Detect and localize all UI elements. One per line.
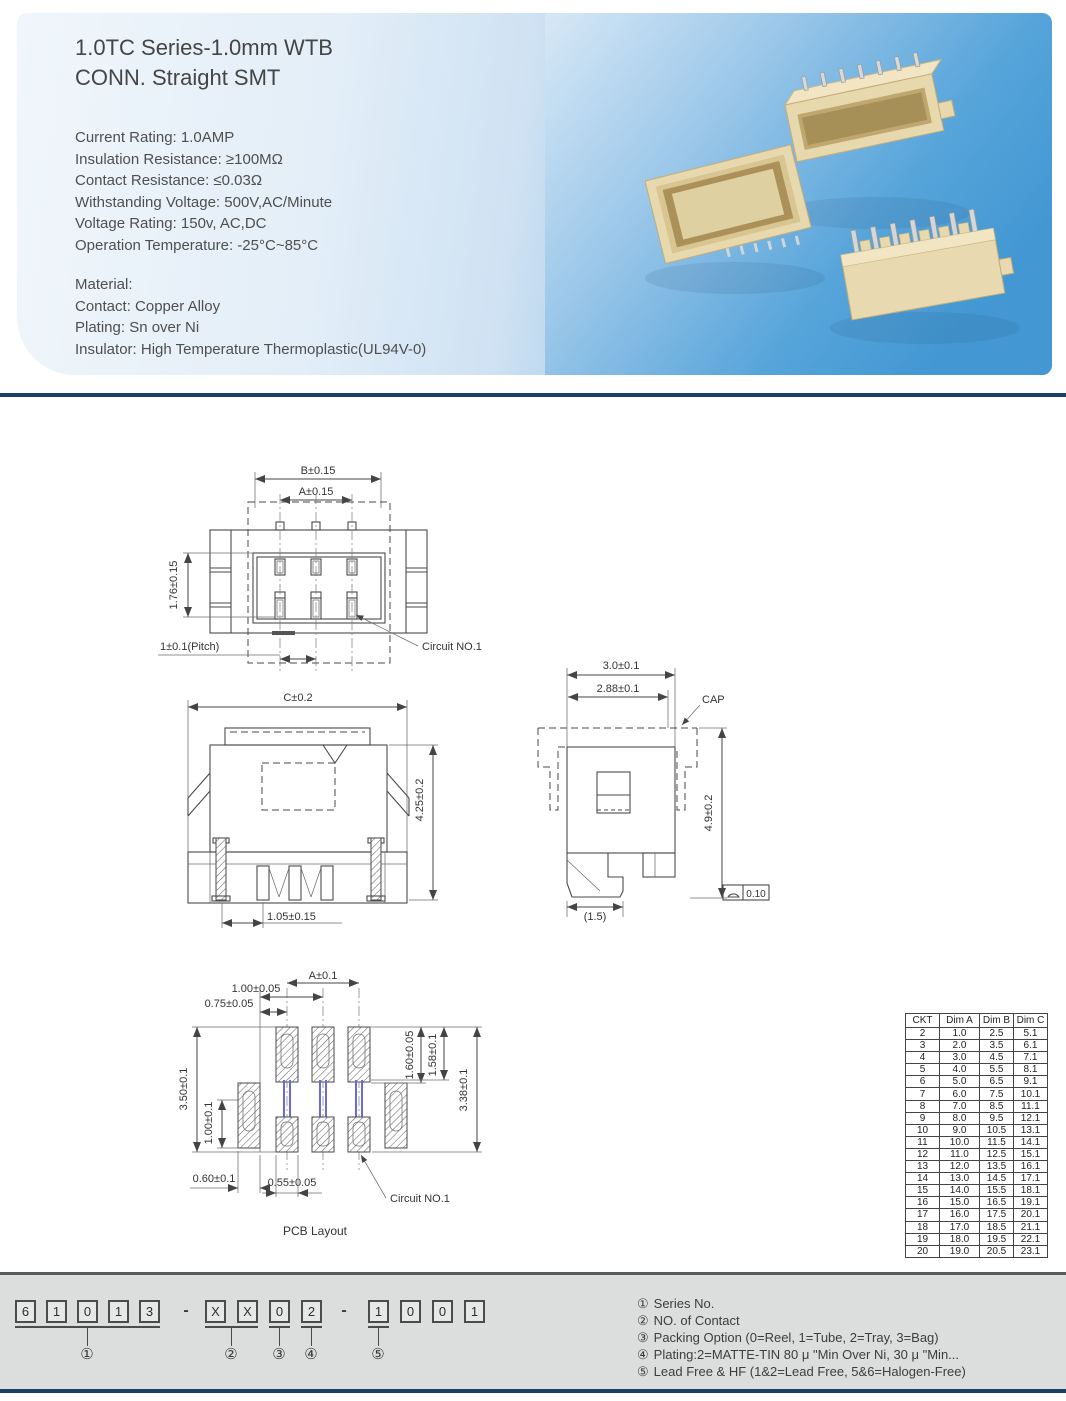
- cell-ckt: 13: [906, 1161, 940, 1173]
- dim-288-label: 2.88±0.1: [596, 683, 640, 695]
- part-number-panel: [0, 1272, 1066, 1389]
- table-row: [906, 1197, 1048, 1209]
- cell-ckt: 3: [906, 1040, 940, 1052]
- cell-dim-a: 7.0: [940, 1100, 980, 1112]
- cell-ckt: 7: [906, 1088, 940, 1100]
- table-row: [906, 1088, 1048, 1100]
- pn-box: 1: [464, 1300, 485, 1323]
- cell-dim-c: 5.1: [1014, 1028, 1048, 1040]
- cell-dim-b: 5.5: [980, 1064, 1014, 1076]
- cell-ckt: 11: [906, 1136, 940, 1148]
- cell-dim-b: 6.5: [980, 1076, 1014, 1088]
- table-row: [906, 1209, 1048, 1221]
- cell-ckt: 20: [906, 1245, 940, 1257]
- cell-dim-c: 22.1: [1014, 1233, 1048, 1245]
- pn-dash: -: [341, 1302, 347, 1319]
- table-row: [906, 1076, 1048, 1088]
- cell-dim-c: 17.1: [1014, 1173, 1048, 1185]
- callout-5: ⑤: [371, 1346, 385, 1363]
- legend-number: ①: [637, 1296, 649, 1311]
- legend-line: [637, 1295, 966, 1312]
- pn-leader-line: [87, 1328, 88, 1346]
- cell-dim-b: 13.5: [980, 1161, 1014, 1173]
- cell-dim-b: 7.5: [980, 1088, 1014, 1100]
- cell-dim-c: 20.1: [1014, 1209, 1048, 1221]
- pn-box: X: [205, 1300, 226, 1323]
- circuit-no1-label: Circuit NO.1: [390, 1193, 450, 1205]
- cell-dim-a: 9.0: [940, 1124, 980, 1136]
- cell-dim-a: 13.0: [940, 1173, 980, 1185]
- dim-075-label: 0.75±0.05: [204, 998, 254, 1010]
- pn-box: 0: [400, 1300, 421, 1323]
- cell-ckt: 14: [906, 1173, 940, 1185]
- dim-30-label: 3.0±0.1: [602, 660, 640, 672]
- table-row: [906, 1112, 1048, 1124]
- cell-dim-a: 17.0: [940, 1221, 980, 1233]
- pn-dash: -: [183, 1302, 189, 1319]
- pn-legend: [637, 1295, 966, 1380]
- pn-leader-line: [279, 1328, 280, 1346]
- table-row: [906, 1124, 1048, 1136]
- cell-ckt: 12: [906, 1148, 940, 1160]
- legend-number: ②: [637, 1313, 649, 1328]
- cell-dim-b: 20.5: [980, 1245, 1014, 1257]
- cell-ckt: 19: [906, 1233, 940, 1245]
- dim-160-label: 1.60±0.05: [404, 1030, 416, 1080]
- cell-dim-c: 10.1: [1014, 1088, 1048, 1100]
- drawing-side-view: [530, 655, 790, 925]
- pn-box: 1: [368, 1300, 389, 1323]
- table-row: [906, 1052, 1048, 1064]
- cell-dim-b: 3.5: [980, 1040, 1014, 1052]
- section-divider: [0, 393, 1066, 397]
- cell-dim-a: 15.0: [940, 1197, 980, 1209]
- spec-line: Operation Temperature: -25°C~85°C: [75, 236, 319, 254]
- table-row: [906, 1173, 1048, 1185]
- cell-ckt: 2: [906, 1028, 940, 1040]
- cell-ckt: 8: [906, 1100, 940, 1112]
- cell-dim-c: 23.1: [1014, 1245, 1048, 1257]
- material-line: Material:: [75, 276, 133, 293]
- legend-line: [637, 1312, 966, 1329]
- dim-49-label: 4.9±0.2: [703, 794, 715, 832]
- circuit-no1-label: Circuit NO.1: [422, 641, 482, 653]
- pitch-label: 1±0.1(Pitch): [160, 641, 220, 653]
- legend-number: ④: [637, 1347, 649, 1362]
- pn-leader-line: [378, 1328, 379, 1346]
- table-row: [906, 1064, 1048, 1076]
- cell-dim-b: 8.5: [980, 1100, 1014, 1112]
- cell-ckt: 9: [906, 1112, 940, 1124]
- table-header-cell: CKT: [906, 1014, 940, 1028]
- pn-box: X: [237, 1300, 258, 1323]
- cell-dim-a: 5.0: [940, 1076, 980, 1088]
- legend-label: Plating:2=MATTE-TIN 80 μ "Min Over Ni, 30 μ "Min...: [653, 1347, 960, 1362]
- dim-055-label: 0.55±0.05: [267, 1177, 317, 1189]
- bottom-divider: [0, 1389, 1066, 1393]
- callout-2: ②: [224, 1346, 238, 1363]
- legend-label: Series No.: [653, 1296, 715, 1311]
- spec-line: Contact Resistance: ≤0.03Ω: [75, 172, 263, 189]
- cell-dim-a: 4.0: [940, 1064, 980, 1076]
- product-photo: [545, 13, 1052, 375]
- cell-dim-b: 19.5: [980, 1233, 1014, 1245]
- callout-3: ③: [272, 1346, 286, 1363]
- cell-dim-b: 4.5: [980, 1052, 1014, 1064]
- pn-box: 6: [15, 1300, 36, 1323]
- cell-dim-c: 19.1: [1014, 1197, 1048, 1209]
- pn-group-suffix: [368, 1300, 485, 1323]
- pn-leader-line: [311, 1328, 312, 1346]
- cell-dim-c: 11.1: [1014, 1100, 1048, 1112]
- legend-label: Packing Option (0=Reel, 1=Tube, 2=Tray, 3=Bag): [653, 1330, 939, 1345]
- legend-line: [637, 1346, 966, 1363]
- table-row: [906, 1028, 1048, 1040]
- table-row: [906, 1233, 1048, 1245]
- cell-dim-b: 14.5: [980, 1173, 1014, 1185]
- dimensions-table: [905, 1013, 1048, 1258]
- cap-label: CAP: [702, 694, 725, 706]
- cell-dim-b: 10.5: [980, 1124, 1014, 1136]
- spec-line: Insulation Resistance: ≥100MΩ: [75, 150, 283, 168]
- material-line: Plating: Sn over Ni: [75, 319, 200, 336]
- callout-1: ①: [80, 1346, 94, 1363]
- dim-height-label: 1.76±0.15: [168, 560, 180, 610]
- pn-box: 1: [46, 1300, 67, 1323]
- dim-105-label: 1.05±0.15: [267, 911, 316, 923]
- cell-dim-a: 18.0: [940, 1233, 980, 1245]
- legend-label: Lead Free & HF (1&2=Lead Free, 5&6=Halogen-Free): [653, 1364, 966, 1379]
- material-line: Contact: Copper Alloy: [75, 297, 221, 315]
- drawing-pcb-layout: [150, 955, 510, 1245]
- cell-dim-c: 9.1: [1014, 1076, 1048, 1088]
- cell-dim-b: 12.5: [980, 1148, 1014, 1160]
- drawing-front-view: [150, 688, 490, 948]
- cell-dim-a: 6.0: [940, 1088, 980, 1100]
- table-row: [906, 1221, 1048, 1233]
- header-panel: [17, 13, 1052, 375]
- legend-label: NO. of Contact: [653, 1313, 740, 1328]
- cell-dim-b: 18.5: [980, 1221, 1014, 1233]
- title-line-2: CONN. Straight SMT: [75, 65, 281, 90]
- cell-dim-c: 18.1: [1014, 1185, 1048, 1197]
- cell-ckt: 5: [906, 1064, 940, 1076]
- cell-dim-a: 8.0: [940, 1112, 980, 1124]
- pn-box: 0: [269, 1300, 290, 1323]
- dim-060-label: 0.60±0.1: [192, 1173, 236, 1185]
- pn-group-series: [15, 1300, 160, 1323]
- pn-group-middle: [205, 1300, 322, 1323]
- cell-dim-a: 1.0: [940, 1028, 980, 1040]
- spec-line: Voltage Rating: 150v, AC,DC: [75, 215, 267, 232]
- cell-dim-a: 19.0: [940, 1245, 980, 1257]
- cell-dim-a: 10.0: [940, 1136, 980, 1148]
- cell-ckt: 10: [906, 1124, 940, 1136]
- legend-line: [637, 1363, 966, 1380]
- title-line-1: 1.0TC Series-1.0mm WTB: [75, 35, 333, 60]
- table-row: [906, 1161, 1048, 1173]
- legend-line: [637, 1329, 966, 1346]
- cell-dim-b: 16.5: [980, 1197, 1014, 1209]
- cell-ckt: 15: [906, 1185, 940, 1197]
- table-row: [906, 1185, 1048, 1197]
- cell-dim-c: 14.1: [1014, 1136, 1048, 1148]
- table-row: [906, 1100, 1048, 1112]
- table-header-cell: Dim C: [1014, 1014, 1048, 1028]
- cell-dim-c: 16.1: [1014, 1161, 1048, 1173]
- table-row: [906, 1040, 1048, 1052]
- page-title: [75, 33, 333, 93]
- pcb-layout-caption: PCB Layout: [282, 1224, 348, 1238]
- drawing-top-view: [150, 452, 498, 690]
- cell-dim-a: 2.0: [940, 1040, 980, 1052]
- pn-leader-line: [231, 1328, 232, 1346]
- dim-100-label: 1.00±0.05: [231, 983, 281, 995]
- spec-line: Withstanding Voltage: 500V,AC/Minute: [75, 193, 333, 211]
- cell-dim-b: 15.5: [980, 1185, 1014, 1197]
- cell-dim-c: 21.1: [1014, 1221, 1048, 1233]
- cell-ckt: 16: [906, 1197, 940, 1209]
- dim-425-label: 4.25±0.2: [414, 778, 426, 822]
- cell-dim-b: 17.5: [980, 1209, 1014, 1221]
- material-list: [75, 274, 426, 360]
- cell-ckt: 18: [906, 1221, 940, 1233]
- table-row: [906, 1245, 1048, 1257]
- spec-list: [75, 127, 332, 256]
- dim-158-label: 1.58±0.1: [427, 1033, 439, 1077]
- cell-dim-b: 9.5: [980, 1112, 1014, 1124]
- dim-a-label: A±0.1: [308, 970, 338, 982]
- cell-dim-b: 11.5: [980, 1136, 1014, 1148]
- cell-dim-c: 12.1: [1014, 1112, 1048, 1124]
- table-header-row: [906, 1014, 1048, 1028]
- cell-ckt: 6: [906, 1076, 940, 1088]
- cell-dim-a: 3.0: [940, 1052, 980, 1064]
- cell-dim-c: 13.1: [1014, 1124, 1048, 1136]
- dim-338-label: 3.38±0.1: [458, 1068, 470, 1112]
- tolerance-label: 0.10: [746, 889, 766, 900]
- cell-dim-c: 8.1: [1014, 1064, 1048, 1076]
- spec-line: Current Rating: 1.0AMP: [75, 129, 235, 146]
- cell-dim-a: 12.0: [940, 1161, 980, 1173]
- dim-15-label: (1.5): [583, 911, 607, 923]
- dim-a-label: A±0.15: [298, 486, 334, 498]
- material-line: Insulator: High Temperature Thermoplastic(UL94V-0): [75, 340, 427, 358]
- table-row: [906, 1136, 1048, 1148]
- legend-number: ⑤: [637, 1364, 649, 1379]
- table-header-cell: Dim A: [940, 1014, 980, 1028]
- table-row: [906, 1148, 1048, 1160]
- dim-b-label: B±0.15: [300, 465, 336, 477]
- dim-c-label: C±0.2: [283, 692, 313, 704]
- callout-4: ④: [304, 1346, 318, 1363]
- pn-box: 2: [301, 1300, 322, 1323]
- cell-dim-c: 7.1: [1014, 1052, 1048, 1064]
- cell-dim-a: 16.0: [940, 1209, 980, 1221]
- cell-ckt: 17: [906, 1209, 940, 1221]
- pn-box: 0: [77, 1300, 98, 1323]
- profile-symbol-icon: [728, 894, 739, 897]
- pn-box: 0: [432, 1300, 453, 1323]
- cell-dim-c: 6.1: [1014, 1040, 1048, 1052]
- cell-ckt: 4: [906, 1052, 940, 1064]
- dim-350-label: 3.50±0.1: [178, 1067, 190, 1111]
- legend-number: ③: [637, 1330, 649, 1345]
- cell-dim-c: 15.1: [1014, 1148, 1048, 1160]
- pn-box: 1: [108, 1300, 129, 1323]
- cell-dim-a: 14.0: [940, 1185, 980, 1197]
- cell-dim-b: 2.5: [980, 1028, 1014, 1040]
- table-header-cell: Dim B: [980, 1014, 1014, 1028]
- dim-100b-label: 1.00±0.1: [203, 1101, 215, 1145]
- pn-box: 3: [139, 1300, 160, 1323]
- cell-dim-a: 11.0: [940, 1148, 980, 1160]
